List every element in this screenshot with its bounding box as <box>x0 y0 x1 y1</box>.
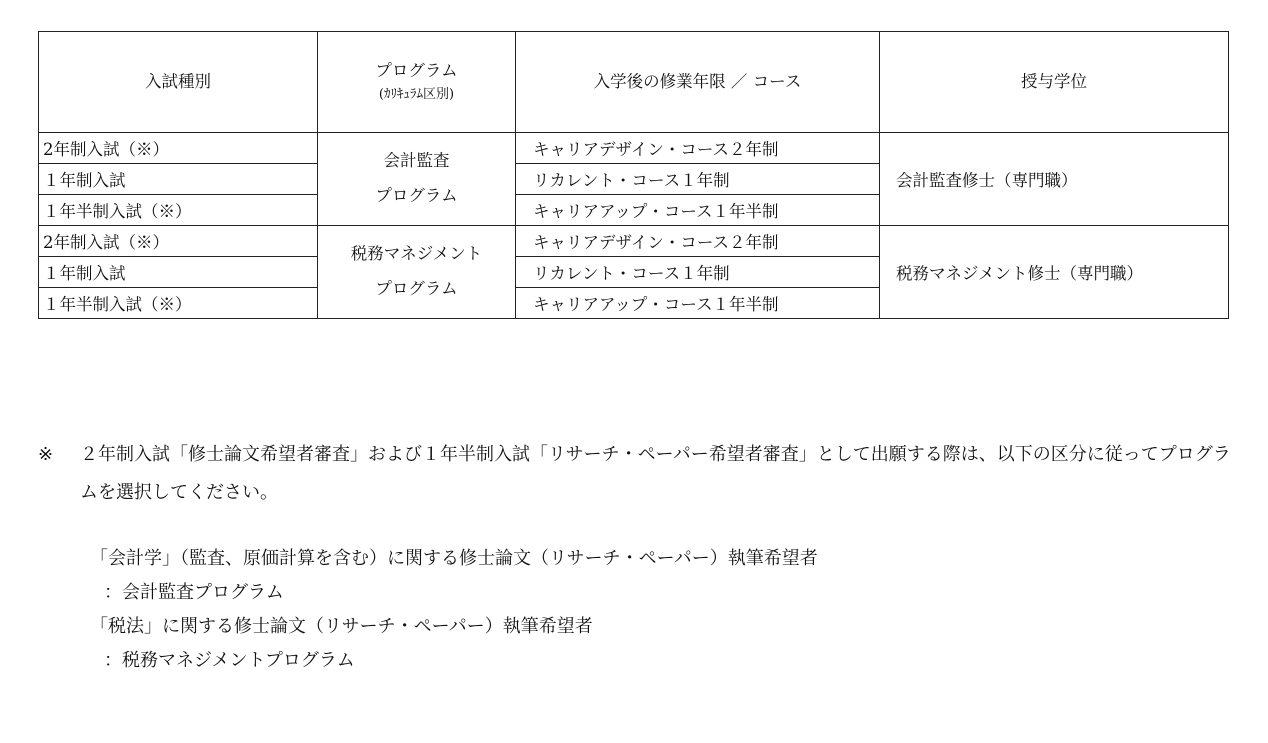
note-item <box>90 610 1238 678</box>
program-cell <box>318 133 516 226</box>
header-exam-type: 入試種別 <box>39 32 318 133</box>
note-item <box>90 542 1238 610</box>
table-row <box>39 226 1229 257</box>
header-degree: 授与学位 <box>880 32 1229 133</box>
program-table <box>38 31 1229 319</box>
exam-cell: １年半制入試（※） <box>39 195 318 226</box>
note-items <box>90 542 1238 678</box>
header-duration-course: 入学後の修業年限 ／ コース <box>516 32 880 133</box>
course-cell: キャリアデザイン・コース２年制 <box>516 133 880 164</box>
exam-cell: 2年制入試（※） <box>39 226 318 257</box>
program-name: 税務マネジメント <box>350 244 483 264</box>
course-cell: キャリアアップ・コース１年半制 <box>516 288 880 319</box>
notes-section <box>38 436 1238 678</box>
header-program-label: プログラム <box>375 61 458 81</box>
course-cell: リカレント・コース１年制 <box>516 164 880 195</box>
program-name-line2: プログラム <box>375 279 458 298</box>
note-item-heading: 「会計学」（監査、原価計算を含む）に関する修士論文（リサーチ・ペーパー）執筆希望者 <box>90 548 818 569</box>
program-name-line2: プログラム <box>375 186 458 205</box>
table-header-row <box>39 32 1229 133</box>
program-name: 会計監査 <box>383 151 450 171</box>
note-mark: ※ <box>38 444 54 465</box>
course-cell: キャリアデザイン・コース２年制 <box>516 226 880 257</box>
table-row <box>39 133 1229 164</box>
note-item-heading: 「税法」に関する修士論文（リサーチ・ペーパー）執筆希望者 <box>90 616 593 637</box>
note-text: ２年制入試「修士論文希望者審査」および１年半制入試「リサーチ・ペーパー希望者審査」として出願する際は、以下の区分に従ってプログラムを選択してください。 <box>80 444 1231 503</box>
exam-cell: 2年制入試（※） <box>39 133 318 164</box>
course-cell: リカレント・コース１年制 <box>516 257 880 288</box>
exam-cell: １年制入試 <box>39 164 318 195</box>
note-item-target: ：会計監査プログラム <box>104 582 284 603</box>
degree-cell: 会計監査修士（専門職） <box>880 133 1229 226</box>
exam-cell: １年制入試 <box>39 257 318 288</box>
program-cell <box>318 226 516 319</box>
course-cell: キャリアアップ・コース１年半制 <box>516 195 880 226</box>
header-program <box>318 32 516 133</box>
note-paragraph <box>38 436 1238 512</box>
header-program-sub: (ｶﾘｷｭﾗﾑ区別) <box>378 86 455 102</box>
note-item-target: ：税務マネジメントプログラム <box>104 650 355 671</box>
degree-cell: 税務マネジメント修士（専門職） <box>880 226 1229 319</box>
exam-cell: １年半制入試（※） <box>39 288 318 319</box>
